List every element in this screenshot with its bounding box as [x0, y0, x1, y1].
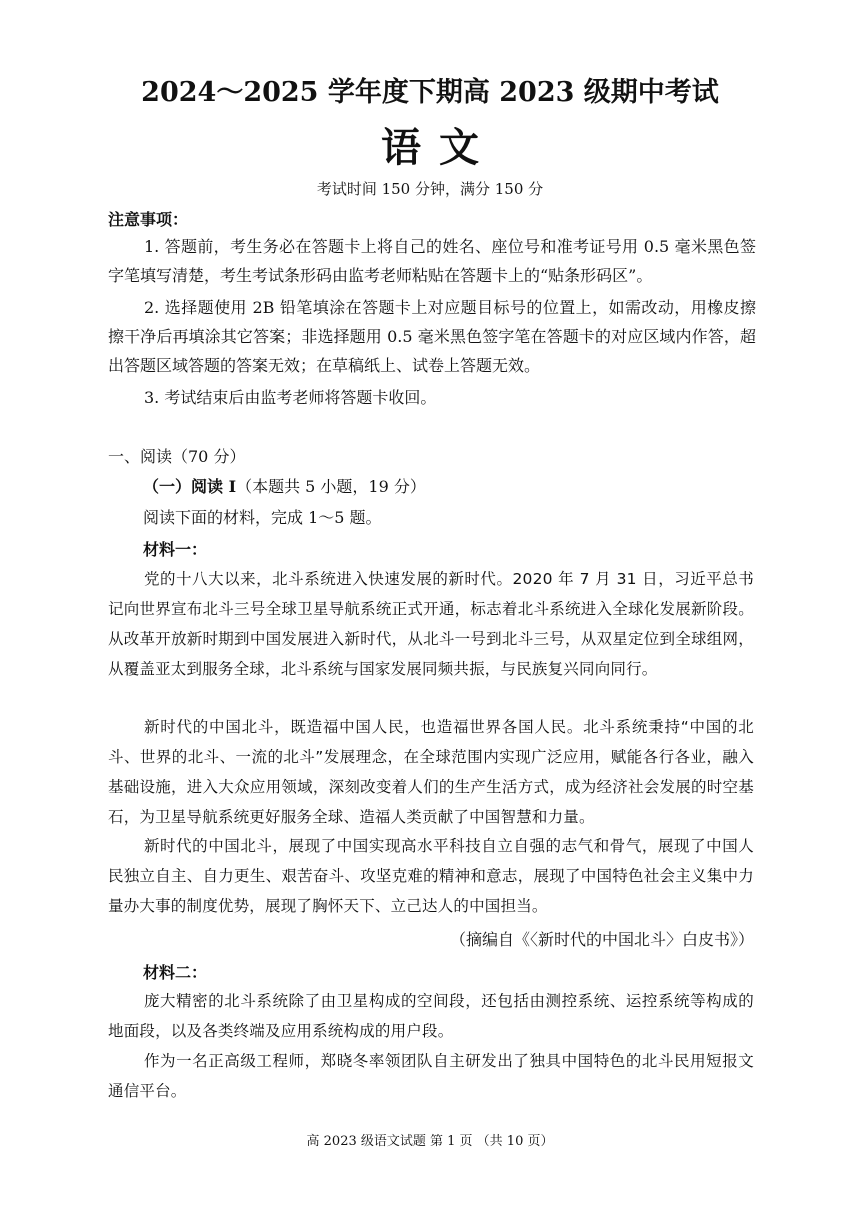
notes-heading: 注意事项： — [108, 210, 189, 229]
note-item: 2. 选择题使用 2B 铅笔填涂在答题卡上对应题目标号的位置上，如需改动，用橡皮擦擦干净后再填涂其它答案；非选择题用 0.5 毫米黑色签字笔在答题卡的对应区域内作答，超出答题区域答题的答案无效；在草稿纸上、试卷上答题无效。 — [108, 298, 756, 375]
material-one-paragraph: 新时代的中国北斗，既造福中国人民，也造福世界各国人民。北斗系统秉持“中国的北斗、世界的北斗、一流的北斗”发展理念，在全球范围内实现广泛应用，赋能各行各业，融入基础设施，进入大众应用领域，深刻改变着人们的生产生活方式，成为经济社会发展的时空基石，为卫星导航系统更好服务全球、造福人类贡献了中国智慧和力量。 — [108, 718, 754, 826]
material-two-paragraph: 庞大精密的北斗系统除了由卫星构成的空间段，还包括由测控系统、运控系统等构成的地面段，以及各类终端及应用系统构成的用户段。 — [108, 992, 754, 1040]
material-one-source: （摘编自《〈新时代的中国北斗〉白皮书》） — [449, 930, 754, 949]
subsection-heading — [143, 474, 426, 497]
note-item: 1. 答题前，考生务必在答题卡上将自己的姓名、座位号和准考证号用 0.5 毫米黑色签字笔填写清楚，考生考试条形码由监考老师粘贴在答题卡上的“贴条形码区”。 — [108, 237, 756, 285]
exam-title: 2024～2025 学年度下期高 2023 级期中考试 — [141, 77, 719, 108]
material-one-label: 材料一： — [143, 540, 208, 559]
section-heading: 一、阅读（70 分） — [108, 447, 246, 466]
subject-title: 语文 — [381, 124, 497, 171]
material-one-paragraph: 党的十八大以来，北斗系统进入快速发展的新时代。2020 年 7 月 31 日，习近平总书记向世界宣布北斗三号全球卫星导航系统正式开通，标志着北斗系统进入全球化发展新阶段。从改革开放新时期到中国发展进入新时代，从北斗一号到北斗三号，从双星定位到全球组网，从覆盖亚太到服务全球，北斗系统与国家发展同频共振，与民族复兴同向同行。 — [108, 570, 754, 678]
note-item: 3. 考试结束后由监考老师将答题卡收回。 — [144, 388, 437, 407]
reading-instruction: 阅读下面的材料，完成 1～5 题。 — [143, 508, 382, 527]
material-two-label: 材料二： — [143, 963, 208, 982]
material-one-paragraph: 新时代的中国北斗，展现了中国实现高水平科技自立自强的志气和骨气，展现了中国人民独立自主、自力更生、艰苦奋斗、攻坚克难的精神和意志，展现了中国特色社会主义集中力量办大事的制度优势，展现了胸怀天下、立己达人的中国担当。 — [108, 837, 754, 915]
exam-info: 考试时间 150 分钟，满分 150 分 — [316, 180, 544, 198]
material-two-paragraph: 作为一名正高级工程师，郑晓冬率领团队自主研发出了独具中国特色的北斗民用短报文通信平台。 — [108, 1052, 754, 1100]
page-footer: 高 2023 级语文试题 第 1 页 （共 10 页） — [306, 1134, 554, 1149]
subsection-detail: （本题共 5 小题，19 分） — [236, 477, 426, 496]
subsection-title: （一）阅读 I — [143, 477, 237, 496]
